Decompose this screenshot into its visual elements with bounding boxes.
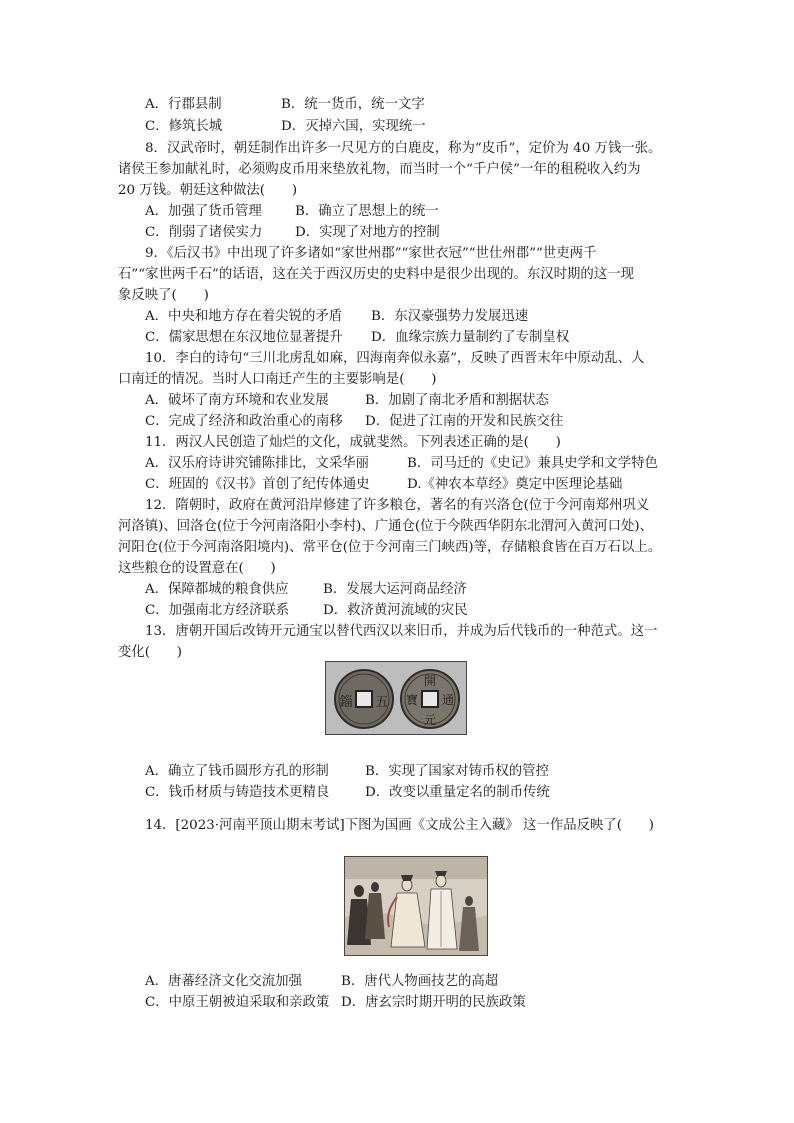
q9-stem: 象反映了( ) (118, 288, 209, 303)
painting-illustration (345, 857, 487, 955)
option: A．汉乐府诗讲究铺陈排比，文采华丽 (145, 456, 369, 471)
option: C．中原王朝被迫采取和亲政策 (145, 995, 330, 1010)
q9-stem: 9．《后汉书》中出现了许多诸如“家世州郡”“家世衣冠”“世仕州郡”“世吏两千 (145, 246, 597, 261)
coins-illustration (326, 662, 466, 734)
q14-options-row1 (145, 972, 715, 992)
coins-photo (325, 661, 467, 735)
option: B．东汉豪强势力发展迅速 (371, 309, 529, 324)
q11-stem: 11．两汉人民创造了灿烂的文化，成就斐然。下列表述正确的是( ) (145, 435, 561, 450)
q12-options-row2 (145, 601, 715, 621)
option: B．加剧了南北矛盾和割据状态 (365, 393, 549, 408)
coin-character: 開 (423, 674, 437, 688)
option: A．确立了钱币圆形方孔的形制 (145, 764, 329, 779)
option: C．钱币材质与铸造技术更精良 (145, 785, 330, 800)
option: A．中央和地方存在着尖锐的矛盾 (145, 309, 343, 324)
q8-stem: 20 万钱。朝廷这种做法( ) (118, 183, 298, 198)
q8-options-row2 (145, 223, 715, 243)
option: B．确立了思想上的统一 (295, 204, 439, 219)
coin-character: 錙 (339, 695, 353, 710)
painting-image (344, 856, 488, 956)
option: C．班固的《汉书》首创了纪传体通史 (145, 477, 370, 492)
option: D．实现了对地方的控制 (295, 225, 440, 240)
q14-stem: 14．[2023·河南平顶山期末考试]下图为国画《文成公主入藏》 这一作品反映了( ) (145, 818, 655, 833)
option: B．司马迁的《史记》兼具史学和文学特色 (407, 456, 658, 471)
q9-stem: 石”“家世两千石”的话语，这在关于西汉历史的史料中是很少出现的。东汉时期的这一现 (118, 267, 634, 282)
option: A．行郡县制 (145, 97, 222, 112)
coin-character: 通 (441, 693, 455, 707)
option: D．改变以重量定名的制币传统 (365, 785, 550, 800)
q13-options-row1 (145, 762, 715, 782)
option: D．救济黄河流域的灾民 (323, 603, 468, 618)
q14-options-row2 (145, 993, 715, 1013)
q12-stem: 河阳仓(位于今河南洛阳境内)、常平仓(位于今河南三门峡西)等，存储粮食皆在百万石以上。 (118, 540, 662, 555)
q11-options-row1 (145, 454, 715, 474)
option: C．削弱了诸侯实力 (145, 225, 263, 240)
q12-stem: 这些粮仓的设置意在( ) (118, 561, 276, 576)
option: A．保障都城的粮食供应 (145, 582, 289, 597)
q12-stem: 12．隋朝时，政府在黄河沿岸修建了许多粮仓，著名的有兴洛仓(位于今河南郑州巩义 (145, 498, 650, 513)
q8-stem: 8．汉武帝时，朝廷制作出许多一尺见方的白鹿皮，称为“皮币”，定价为 40 万钱一张。 (145, 141, 662, 156)
q13-stem: 13．唐朝开国后改铸开元通宝以替代西汉以来旧币，并成为后代钱币的一种范式。这一 (145, 624, 658, 639)
q7-options-row2 (145, 117, 715, 137)
option: D．灭掉六国，实现统一 (281, 119, 426, 134)
q10-stem: 10．李白的诗句“三川北虏乱如麻，四海南奔似永嘉”，反映了西晋末年中原动乱、人 (145, 351, 645, 366)
option: B．实现了国家对铸币权的管控 (365, 764, 549, 779)
option: B．发展大运河商品经济 (323, 582, 467, 597)
option: C．修筑长城 (145, 119, 223, 134)
q10-options-row1 (145, 391, 715, 411)
coin-character: 寶 (405, 693, 419, 707)
q9-options-row1 (145, 307, 715, 327)
option: A．唐蕃经济文化交流加强 (145, 974, 302, 989)
q12-options-row1 (145, 580, 715, 600)
option: B．统一货币，统一文字 (281, 97, 425, 112)
option: A．破坏了南方环境和农业发展 (145, 393, 329, 408)
option: C．儒家思想在东汉地位显著提升 (145, 330, 343, 345)
q9-options-row2 (145, 328, 715, 348)
coin-kaiyuan-tongbao (401, 670, 459, 728)
coin-character: 五 (375, 695, 389, 710)
coin-ban-liang (335, 670, 393, 728)
q11-options-row2 (145, 475, 715, 495)
option: C．完成了经济和政治重心的南移 (145, 414, 343, 429)
option: A．加强了货币管理 (145, 204, 262, 219)
q8-options-row1 (145, 202, 715, 222)
q10-stem: 口南迁的情况。当时人口南迁产生的主要影响是( ) (118, 372, 437, 387)
q12-stem: 河洛镇)、回洛仓(位于今河南洛阳小李村)、广通仓(位于今陕西华阴东北渭河入黄河口处)、 (118, 519, 653, 534)
option: C．加强南北方经济联系 (145, 603, 290, 618)
option: D．促进了江南的开发和民族交往 (365, 414, 564, 429)
q7-options-row1 (145, 95, 715, 115)
q13-stem: 变化( ) (118, 645, 183, 660)
option: D．血缘宗族力量制约了专制皇权 (371, 330, 570, 345)
option: D.《神农本草经》奠定中医理论基础 (407, 477, 623, 492)
option: D．唐玄宗时期开明的民族政策 (341, 995, 526, 1010)
q10-options-row2 (145, 412, 715, 432)
q13-options-row2 (145, 783, 715, 803)
option: B．唐代人物画技艺的高超 (341, 974, 499, 989)
q8-stem: 诸侯王参加献礼时，必须购皮币用来垫放礼物，而当时一个“千户侯”一年的租税收入约为 (118, 162, 641, 177)
coin-character: 元 (423, 713, 437, 727)
